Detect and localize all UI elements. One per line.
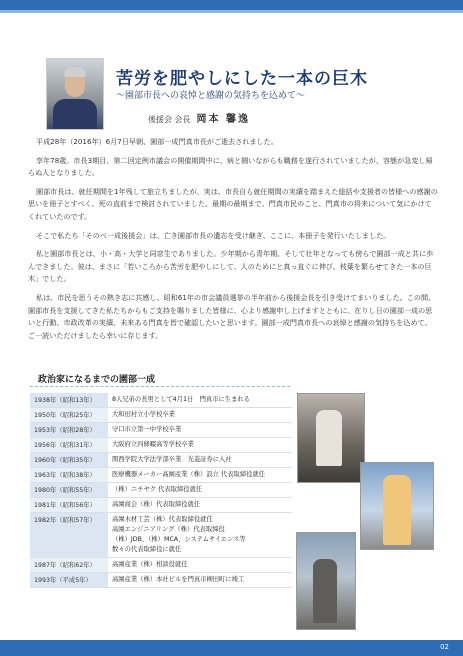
portrait-body [53, 99, 97, 129]
timeline-heading: 政治家になるまでの園部一成 [38, 375, 156, 385]
timeline-events [108, 438, 292, 453]
timeline-events [108, 483, 292, 498]
timeline-row [30, 573, 292, 588]
timeline-row [30, 498, 292, 513]
timeline-event: 高園エンジニアリング（株）代表取締役 [112, 526, 225, 533]
timeline-event: （株）ニチヤク 代表取締役就任 [112, 486, 203, 493]
timeline-row [30, 483, 292, 498]
timeline-event: 医療機器メーカー高園産業（株）設立 代表取締役就任 [112, 471, 266, 478]
timeline-year: 1987年（昭和62年） [30, 558, 108, 573]
timeline-year: 1963年（昭和38年） [30, 468, 108, 483]
timeline-event: 守口市立第一中学校卒業 [112, 426, 182, 433]
timeline-events [108, 573, 292, 588]
bottom-accent-bar [0, 640, 463, 656]
article-paragraph: 園部市長は、就任期間を1年残して旅立ちましたが、実は、市長自ら就任期間の実績を踏まえた総括や支援者の皆様への感謝の思いを冊子とすべく、死の直前まで検討されていました。最期の最期まで、門真市民のこと、門真市の将来について気にかけてくれていたのです。 [28, 186, 438, 221]
timeline-event: 高園産業（株）本社ビルを門真市柳田町に竣工 [112, 576, 245, 583]
historical-photo-building [296, 532, 356, 630]
timeline-events [108, 558, 292, 573]
timeline-event: 関西学院大学法学部卒業 光菱証券に入社 [112, 456, 232, 463]
timeline-event: 高園商会（株）代表取締役就任 [112, 501, 201, 508]
photo-figure [316, 410, 342, 466]
portrait-hair [64, 67, 86, 77]
timeline-table [30, 393, 292, 588]
timeline-event: 高園木材工芸（株）代表取締役就任 [112, 516, 213, 523]
timeline-events [108, 453, 292, 468]
timeline-year: 1938年（昭和13年） [30, 393, 108, 408]
timeline-year: 1950年（昭和25年） [30, 408, 108, 423]
timeline-year: 1956年（昭和31年） [30, 438, 108, 453]
timeline-row [30, 423, 292, 438]
timeline-year: 1960年（昭和35年） [30, 453, 108, 468]
timeline-event: 8人兄弟の長男として4月1日 門真市に生まれる [112, 396, 250, 403]
timeline-event: 大阪府立四條畷高等学校卒業 [112, 441, 194, 448]
author-role: 後援会 会長 [148, 115, 191, 124]
timeline-event: 大和田村立小学校卒業 [112, 411, 175, 418]
timeline-events [108, 423, 292, 438]
timeline-events [108, 408, 292, 423]
timeline-events [108, 498, 292, 513]
timeline-year: 1980年（昭和55年） [30, 483, 108, 498]
timeline-events [108, 468, 292, 483]
timeline-row [30, 438, 292, 453]
photo-figure [313, 559, 337, 623]
timeline-year: 1993年（平成5年） [30, 573, 108, 588]
timeline-events [108, 393, 292, 408]
article-paragraph: 平成28年（2016年）6月7日早朝、園部一成門真市長がご逝去されました。 [36, 137, 278, 146]
timeline-year: 1953年（昭和28年） [30, 423, 108, 438]
historical-photo-standing-man [360, 462, 434, 550]
timeline-row [30, 408, 292, 423]
article-paragraph: 私と園部市長とは、小・高・大学と同窓生でありました。少年期から青年期、そして壮年となっても傍らで園部一成と共に歩んできました。彼は、まさに「若いころから苦労を肥やしにして、人のためにと真っ直ぐに伸び、枝葉を繁らせてきた一本の巨木」でした。 [28, 249, 434, 284]
timeline-row [30, 513, 292, 558]
timeline-events [108, 513, 292, 558]
timeline-event: 高園産業（株）相談役就任 [112, 561, 188, 568]
article-paragraph: そこで私たち「そのべ一成後援会」は、亡き園部市長の遺志を受け継ぎ、ここに、本冊子を発行いたしました。 [36, 230, 391, 240]
article-author [148, 110, 250, 125]
timeline-event: 数々の代表取締役に就任 [112, 546, 182, 553]
timeline-row [30, 393, 292, 408]
author-portrait-photo [46, 58, 104, 130]
article-title: 苦労を肥やしにした一本の巨木 [116, 69, 368, 89]
top-accent-bar [0, 0, 463, 10]
timeline-row [30, 558, 292, 573]
historical-photo-young-man [297, 393, 365, 483]
timeline-year: 1982年（昭和57年） [30, 513, 108, 558]
author-name: 岡本 馨逸 [196, 114, 251, 125]
article-paragraph: 享年78歳。市長3期目、第二回定例市議会の開催期間中に、病と闘いながらも職務を遂行されていましたが、容態が急変し帰らぬ人となりました。 [28, 155, 433, 178]
timeline-row [30, 453, 292, 468]
timeline-row [30, 468, 292, 483]
article-body [28, 136, 438, 348]
page-number: 02 [440, 643, 449, 651]
timeline-year: 1981年（昭和56年） [30, 498, 108, 513]
photo-figure [383, 475, 411, 545]
timeline-divider [30, 386, 290, 387]
timeline-event: （株）JDB、（株）MCA、システムサイエンス等 [112, 536, 246, 543]
top-accent-stripe [0, 10, 463, 13]
article-subtitle: ～園部市長への哀悼と感謝の気持ちを込めて～ [116, 91, 306, 101]
article-paragraph: 私は、市民を思うその熱き志に共感し、昭和61年の市会議員選挙の半年前から後援会長を引き受けてまいりました。この間、園部市長を支援してきた私たちからもご支持を賜りました皆様に、心より感謝申し上げますとともに、在りし日の園部一成の思いと行動、市政改革の実績、未来ある門真を皆で確認したいと思います。園部一成門真市長への哀悼と感謝の気持ちを込めて、ご一読いただけましたら幸いに存じます。 [28, 292, 436, 340]
